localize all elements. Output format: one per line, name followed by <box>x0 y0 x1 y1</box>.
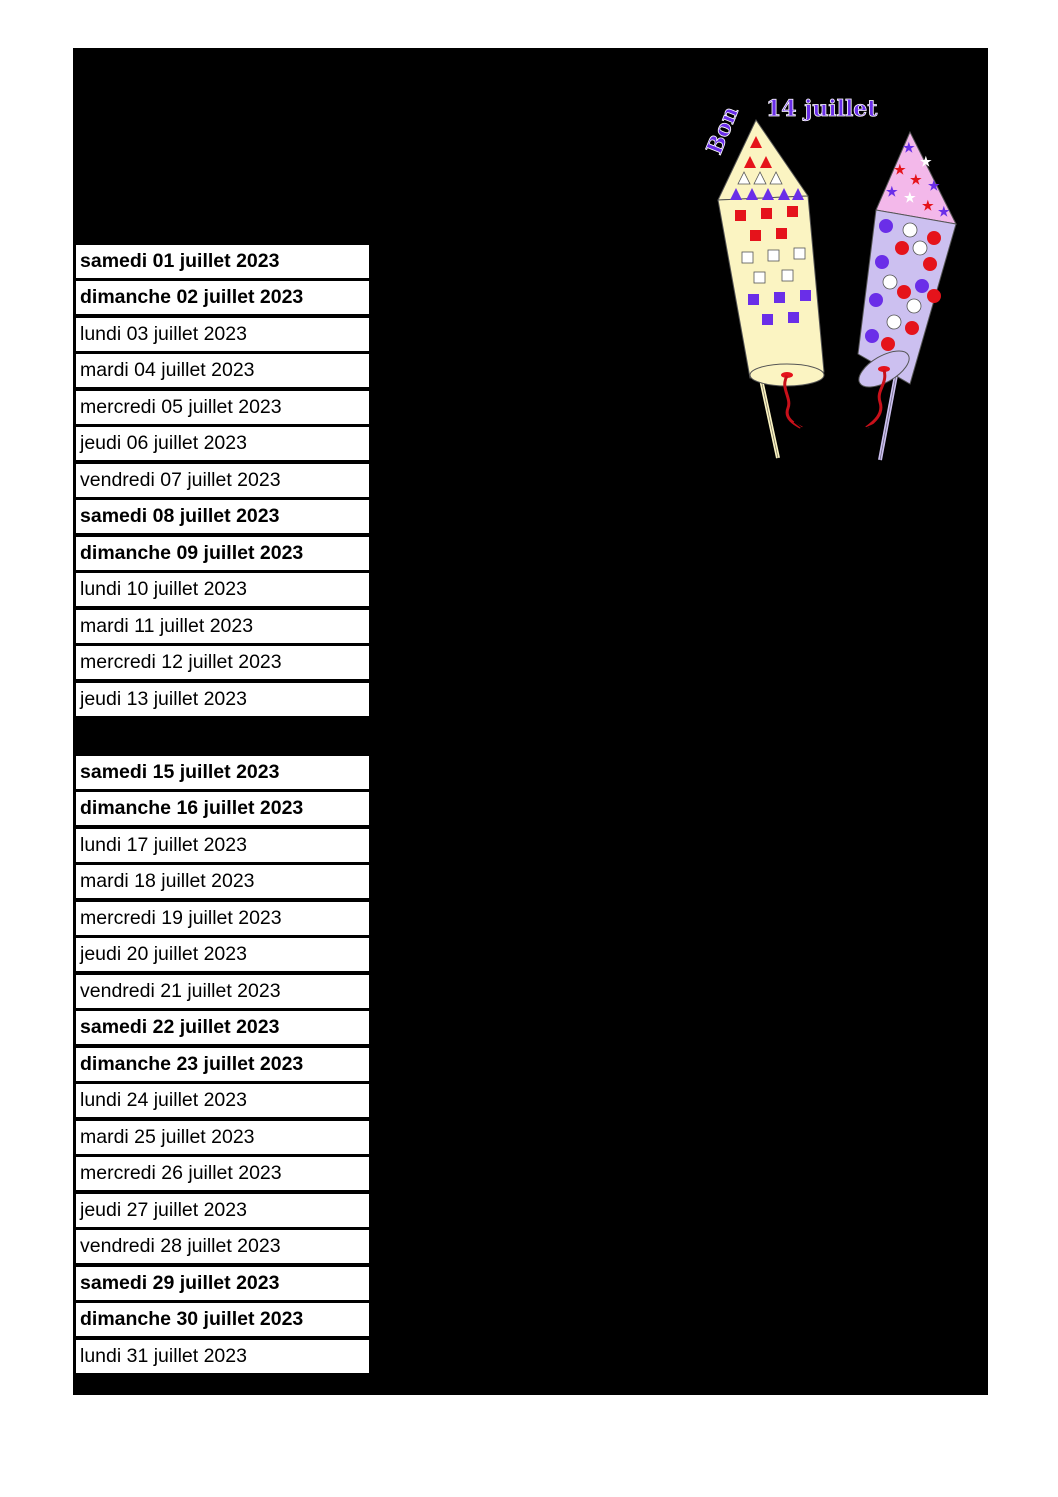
day-row: dimanche 09 juillet 2023 <box>76 537 369 570</box>
day-row: samedi 01 juillet 2023 <box>76 245 369 278</box>
day-row: jeudi 20 juillet 2023 <box>76 938 369 971</box>
svg-text:★: ★ <box>903 141 915 156</box>
day-row: samedi 15 juillet 2023 <box>76 756 369 789</box>
calendar-sheet <box>73 48 988 1395</box>
day-row: lundi 03 juillet 2023 <box>76 318 369 351</box>
svg-text:★: ★ <box>920 155 932 170</box>
day-row: mardi 18 juillet 2023 <box>76 865 369 898</box>
svg-text:★: ★ <box>910 173 922 188</box>
day-row: mardi 11 juillet 2023 <box>76 610 369 643</box>
greeting-date: 14 juillet <box>766 96 878 122</box>
day-row: mardi 04 juillet 2023 <box>76 354 369 387</box>
day-list-first-half <box>76 245 369 719</box>
svg-text:★: ★ <box>922 199 934 214</box>
svg-text:★: ★ <box>886 185 898 200</box>
day-row: samedi 22 juillet 2023 <box>76 1011 369 1044</box>
day-row: lundi 31 juillet 2023 <box>76 1340 369 1373</box>
fireworks-rockets-icon <box>698 88 950 463</box>
day-row: samedi 08 juillet 2023 <box>76 500 369 533</box>
day-row: samedi 29 juillet 2023 <box>76 1267 369 1300</box>
day-row: lundi 10 juillet 2023 <box>76 573 369 606</box>
day-row: mercredi 05 juillet 2023 <box>76 391 369 424</box>
day-row: dimanche 02 juillet 2023 <box>76 281 369 314</box>
svg-text:★: ★ <box>928 179 940 194</box>
day-row: dimanche 23 juillet 2023 <box>76 1048 369 1081</box>
day-row: vendredi 07 juillet 2023 <box>76 464 369 497</box>
day-row: lundi 17 juillet 2023 <box>76 829 369 862</box>
day-row: lundi 24 juillet 2023 <box>76 1084 369 1117</box>
day-row: dimanche 16 juillet 2023 <box>76 792 369 825</box>
day-list-second-half <box>76 756 369 1376</box>
day-row: vendredi 21 juillet 2023 <box>76 975 369 1008</box>
svg-text:★: ★ <box>938 205 950 220</box>
day-row: jeudi 06 juillet 2023 <box>76 427 369 460</box>
day-row: mercredi 12 juillet 2023 <box>76 646 369 679</box>
day-row: mercredi 26 juillet 2023 <box>76 1157 369 1190</box>
svg-text:★: ★ <box>894 163 906 178</box>
greeting-word: Bon <box>701 102 745 159</box>
day-row: jeudi 27 juillet 2023 <box>76 1194 369 1227</box>
day-row: mardi 25 juillet 2023 <box>76 1121 369 1154</box>
day-row: mercredi 19 juillet 2023 <box>76 902 369 935</box>
svg-text:★: ★ <box>904 191 916 206</box>
day-row: jeudi 13 juillet 2023 <box>76 683 369 716</box>
day-row: dimanche 30 juillet 2023 <box>76 1303 369 1336</box>
day-row: vendredi 28 juillet 2023 <box>76 1230 369 1263</box>
